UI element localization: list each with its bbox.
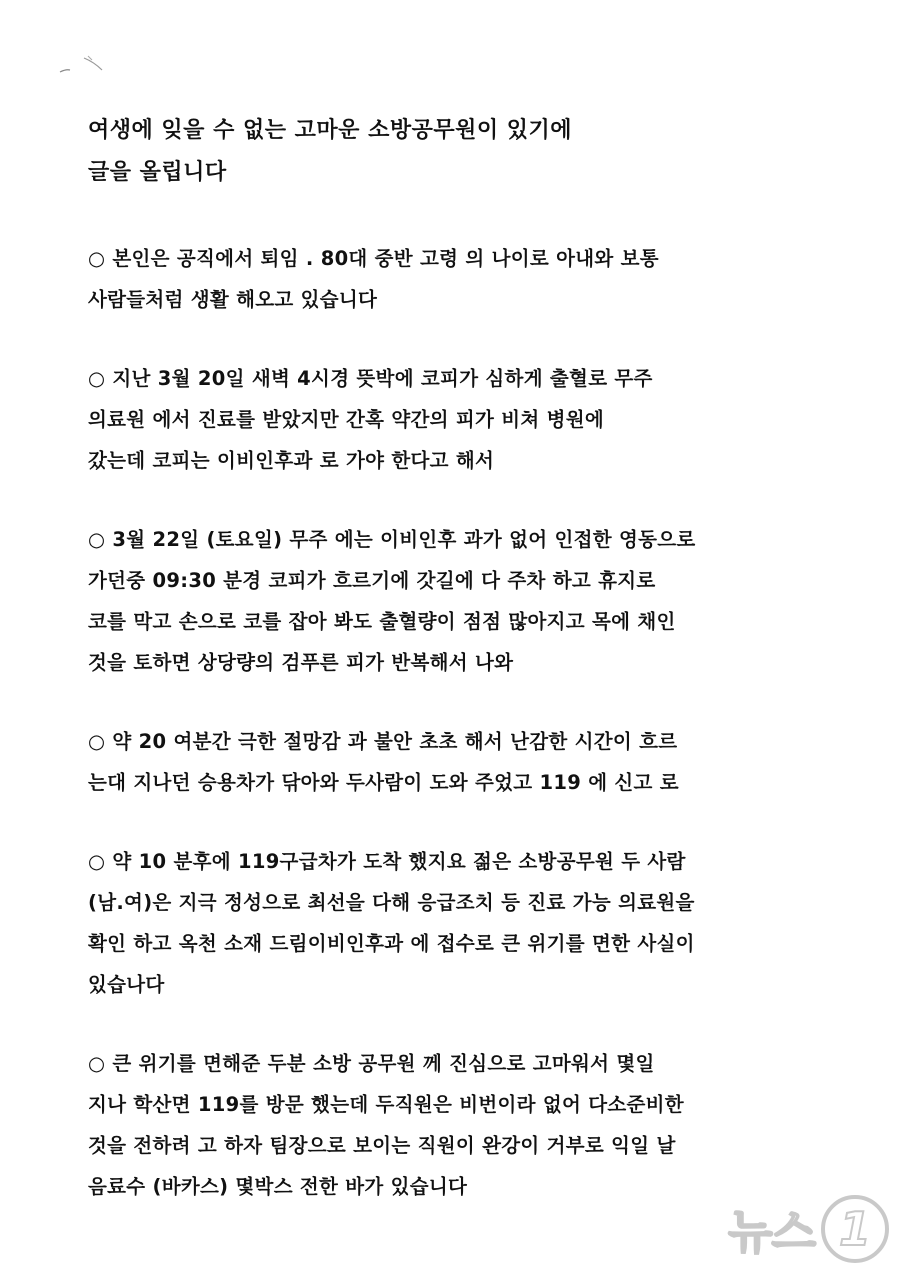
paragraph-line: 확인 하고 옥천 소재 드림이비인후과 에 접수로 큰 위기를 면한 사실이 — [88, 932, 695, 955]
paragraph-line: 코를 막고 손으로 코를 잡아 봐도 출혈량이 점점 많아지고 목에 채인 — [88, 610, 676, 633]
paragraph-line: 것을 토하면 상당량의 검푸른 피가 반복해서 나와 — [88, 651, 514, 674]
paragraph-1 — [88, 238, 848, 320]
paragraph-line: 지나 학산면 119를 방문 했는데 두직원은 비번이라 없어 다소준비한 — [88, 1093, 684, 1116]
watermark-text: 뉴스 — [728, 1205, 815, 1259]
letter-document — [88, 110, 848, 1245]
paragraph-line: 갔는데 코피는 이비인후과 로 가야 한다고 해서 — [88, 449, 495, 472]
paragraph-line: 있습나다 — [88, 973, 165, 996]
paragraph-line: 것을 전하려 고 하자 팀장으로 보이는 직원이 완강이 거부로 익일 날 — [88, 1134, 676, 1157]
title-line-2: 글을 올립니다 — [88, 160, 227, 185]
paragraph-4 — [88, 721, 848, 803]
paragraph-line: 음료수 (바카스) 몇박스 전한 바가 있습니다 — [88, 1175, 468, 1198]
paragraph-line: 사람들처럼 생활 해오고 있습니다 — [88, 288, 378, 311]
title-line-1: 여생에 잊을 수 없는 고마운 소방공무원이 있기에 — [88, 118, 572, 143]
paragraph-line: ○ 본인은 공직에서 퇴임 . 80대 중반 고령 의 나이로 아내와 보통 — [88, 247, 659, 270]
paragraph-line: ○ 지난 3월 20일 새벽 4시경 뜻박에 코피가 심하게 출혈로 무주 — [88, 367, 653, 390]
news1-logo-icon — [819, 1193, 891, 1265]
paragraph-line: ○ 3월 22일 (토요일) 무주 에는 이비인후 과가 없어 인접한 영동으로 — [88, 528, 696, 551]
letter-title — [88, 110, 848, 194]
paragraph-3 — [88, 519, 848, 683]
paragraph-2 — [88, 358, 848, 481]
paragraph-5 — [88, 841, 848, 1005]
paragraph-line: 는대 지나던 승용차가 닦아와 두사람이 도와 주었고 119 에 신고 로 — [88, 771, 679, 794]
paragraph-line: ○ 약 20 여분간 극한 절망감 과 불안 초초 해서 난감한 시간이 흐르 — [88, 730, 678, 753]
logo-number: 1 — [838, 1202, 872, 1256]
paragraph-6 — [88, 1043, 848, 1207]
news1-watermark — [728, 1189, 891, 1269]
paragraph-line: (남.여)은 지극 정성으로 최선을 다해 응급조치 등 진료 가능 의료원을 — [88, 891, 695, 914]
scan-mark — [58, 52, 118, 76]
paragraph-line: 가던중 09:30 분경 코피가 흐르기에 갓길에 다 주차 하고 휴지로 — [88, 569, 656, 592]
paragraph-line: 의료원 에서 진료를 받았지만 간혹 약간의 피가 비쳐 병원에 — [88, 408, 604, 431]
paragraph-line: ○ 약 10 분후에 119구급차가 도착 했지요 젊은 소방공무원 두 사람 — [88, 850, 686, 873]
paragraph-line: ○ 큰 위기를 면해준 두분 소방 공무원 께 진심으로 고마워서 몇일 — [88, 1052, 655, 1075]
